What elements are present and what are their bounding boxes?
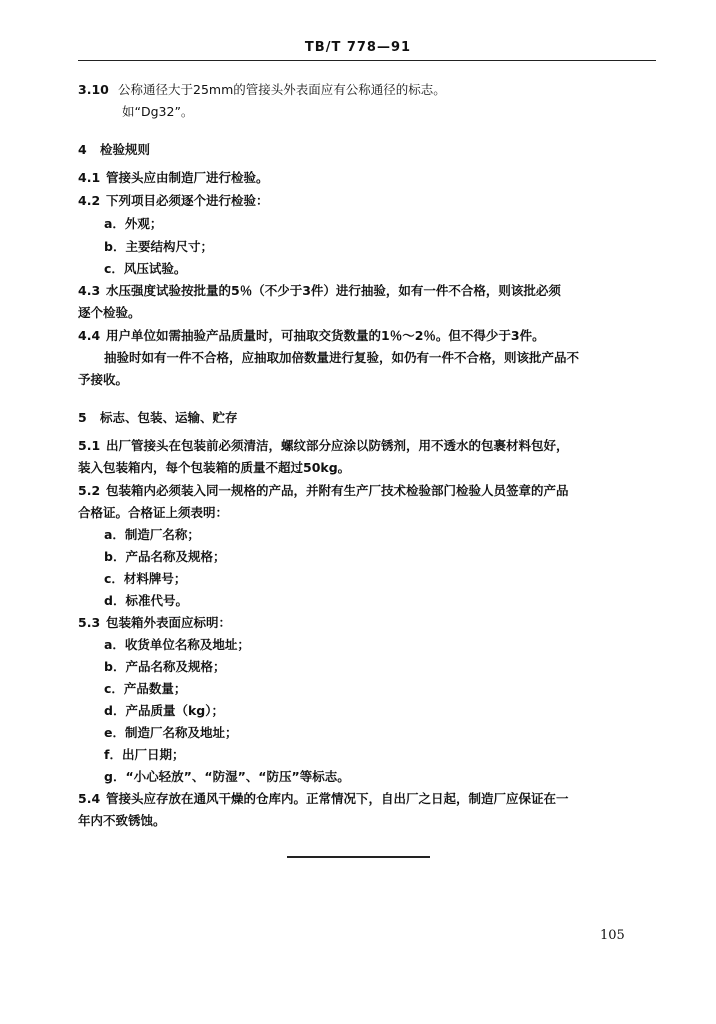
clause-5-3 bbox=[78, 615, 231, 631]
clause-5-4 bbox=[78, 791, 569, 807]
clause-5-2-continued: 合格证。合格证上须表明： bbox=[78, 505, 229, 520]
clause-4-4-continued: 予接收。 bbox=[78, 372, 129, 387]
list-item: b．主要结构尺寸； bbox=[104, 239, 213, 254]
clause-4-3 bbox=[78, 283, 561, 299]
clause-5-2 bbox=[78, 483, 569, 499]
list-item: c．产品数量； bbox=[104, 681, 187, 696]
list-item: c．材料牌号； bbox=[104, 571, 187, 586]
clause-4-1 bbox=[78, 170, 269, 186]
clause-text: 管接头应由制造厂进行检验。 bbox=[106, 170, 269, 185]
clause-number: 5.4 bbox=[78, 791, 101, 806]
clause-3-10 bbox=[78, 82, 446, 98]
clause-text: 包装箱内必须装入同一规格的产品，并附有生产厂技术检验部门检验人员签章的产品 bbox=[106, 483, 569, 498]
end-rule bbox=[287, 856, 430, 858]
header-rule bbox=[78, 60, 656, 61]
clause-5-1-continued: 装入包装箱内，每个包装箱的质量不超过50kg。 bbox=[78, 460, 351, 475]
clause-number: 5.3 bbox=[78, 615, 101, 630]
section-5-heading bbox=[78, 410, 238, 426]
clause-text: 包装箱外表面应标明： bbox=[106, 615, 232, 630]
list-item: g．“小心轻放”、“防湿”、“防压”等标志。 bbox=[104, 769, 350, 784]
list-item: b．产品名称及规格； bbox=[104, 659, 226, 674]
clause-text: 用户单位如需抽验产品质量时，可抽取交货数量的1％～2％。但不得少于3件。 bbox=[106, 328, 545, 343]
clause-3-10-example: 如“Dg32”。 bbox=[122, 104, 194, 119]
clause-4-3-continued: 逐个检验。 bbox=[78, 305, 141, 320]
clause-number: 4.3 bbox=[78, 283, 101, 298]
section-number: 5 bbox=[78, 410, 87, 425]
clause-number: 3.10 bbox=[78, 82, 109, 97]
list-item: e．制造厂名称及地址； bbox=[104, 725, 238, 740]
section-4-heading bbox=[78, 142, 150, 158]
list-item: d．产品质量（kg）； bbox=[104, 703, 224, 718]
list-item: a．制造厂名称； bbox=[104, 527, 200, 542]
document-code-header: TB/T 778—91 bbox=[304, 40, 412, 55]
clause-5-4-continued: 年内不致锈蚀。 bbox=[78, 813, 166, 828]
section-number: 4 bbox=[78, 142, 87, 157]
section-title: 标志、包装、运输、贮存 bbox=[100, 410, 238, 425]
clause-4-4-paragraph: 抽验时如有一件不合格，应抽取加倍数量进行复验，如仍有一件不合格，则该批产品不 bbox=[104, 350, 580, 365]
clause-text: 公称通径大于25mm的管接头外表面应有公称通径的标志。 bbox=[118, 82, 446, 97]
page-number: 105 bbox=[600, 928, 625, 943]
clause-4-2 bbox=[78, 193, 269, 209]
clause-number: 5.2 bbox=[78, 483, 101, 498]
clause-number: 5.1 bbox=[78, 438, 101, 453]
clause-text: 水压强度试验按批量的5％（不少于3件）进行抽验，如有一件不合格，则该批必须 bbox=[106, 283, 561, 298]
clause-text: 下列项目必须逐个进行检验： bbox=[106, 193, 269, 208]
clause-number: 4.1 bbox=[78, 170, 101, 185]
clause-text: 出厂管接头在包装前必须清洁，螺纹部分应涂以防锈剂，用不透水的包裹材料包好， bbox=[106, 438, 569, 453]
clause-number: 4.2 bbox=[78, 193, 101, 208]
list-item: f．出厂日期； bbox=[104, 747, 185, 762]
list-item: c．风压试验。 bbox=[104, 261, 187, 276]
clause-number: 4.4 bbox=[78, 328, 101, 343]
clause-text: 管接头应存放在通风干燥的仓库内。正常情况下，自出厂之日起，制造厂应保证在一 bbox=[106, 791, 569, 806]
list-item: b．产品名称及规格； bbox=[104, 549, 226, 564]
list-item: d．标准代号。 bbox=[104, 593, 188, 608]
section-title: 检验规则 bbox=[100, 142, 151, 157]
list-item: a．外观； bbox=[104, 216, 163, 231]
list-item: a．收货单位名称及地址； bbox=[104, 637, 250, 652]
clause-4-4 bbox=[78, 328, 545, 344]
clause-5-1 bbox=[78, 438, 569, 454]
